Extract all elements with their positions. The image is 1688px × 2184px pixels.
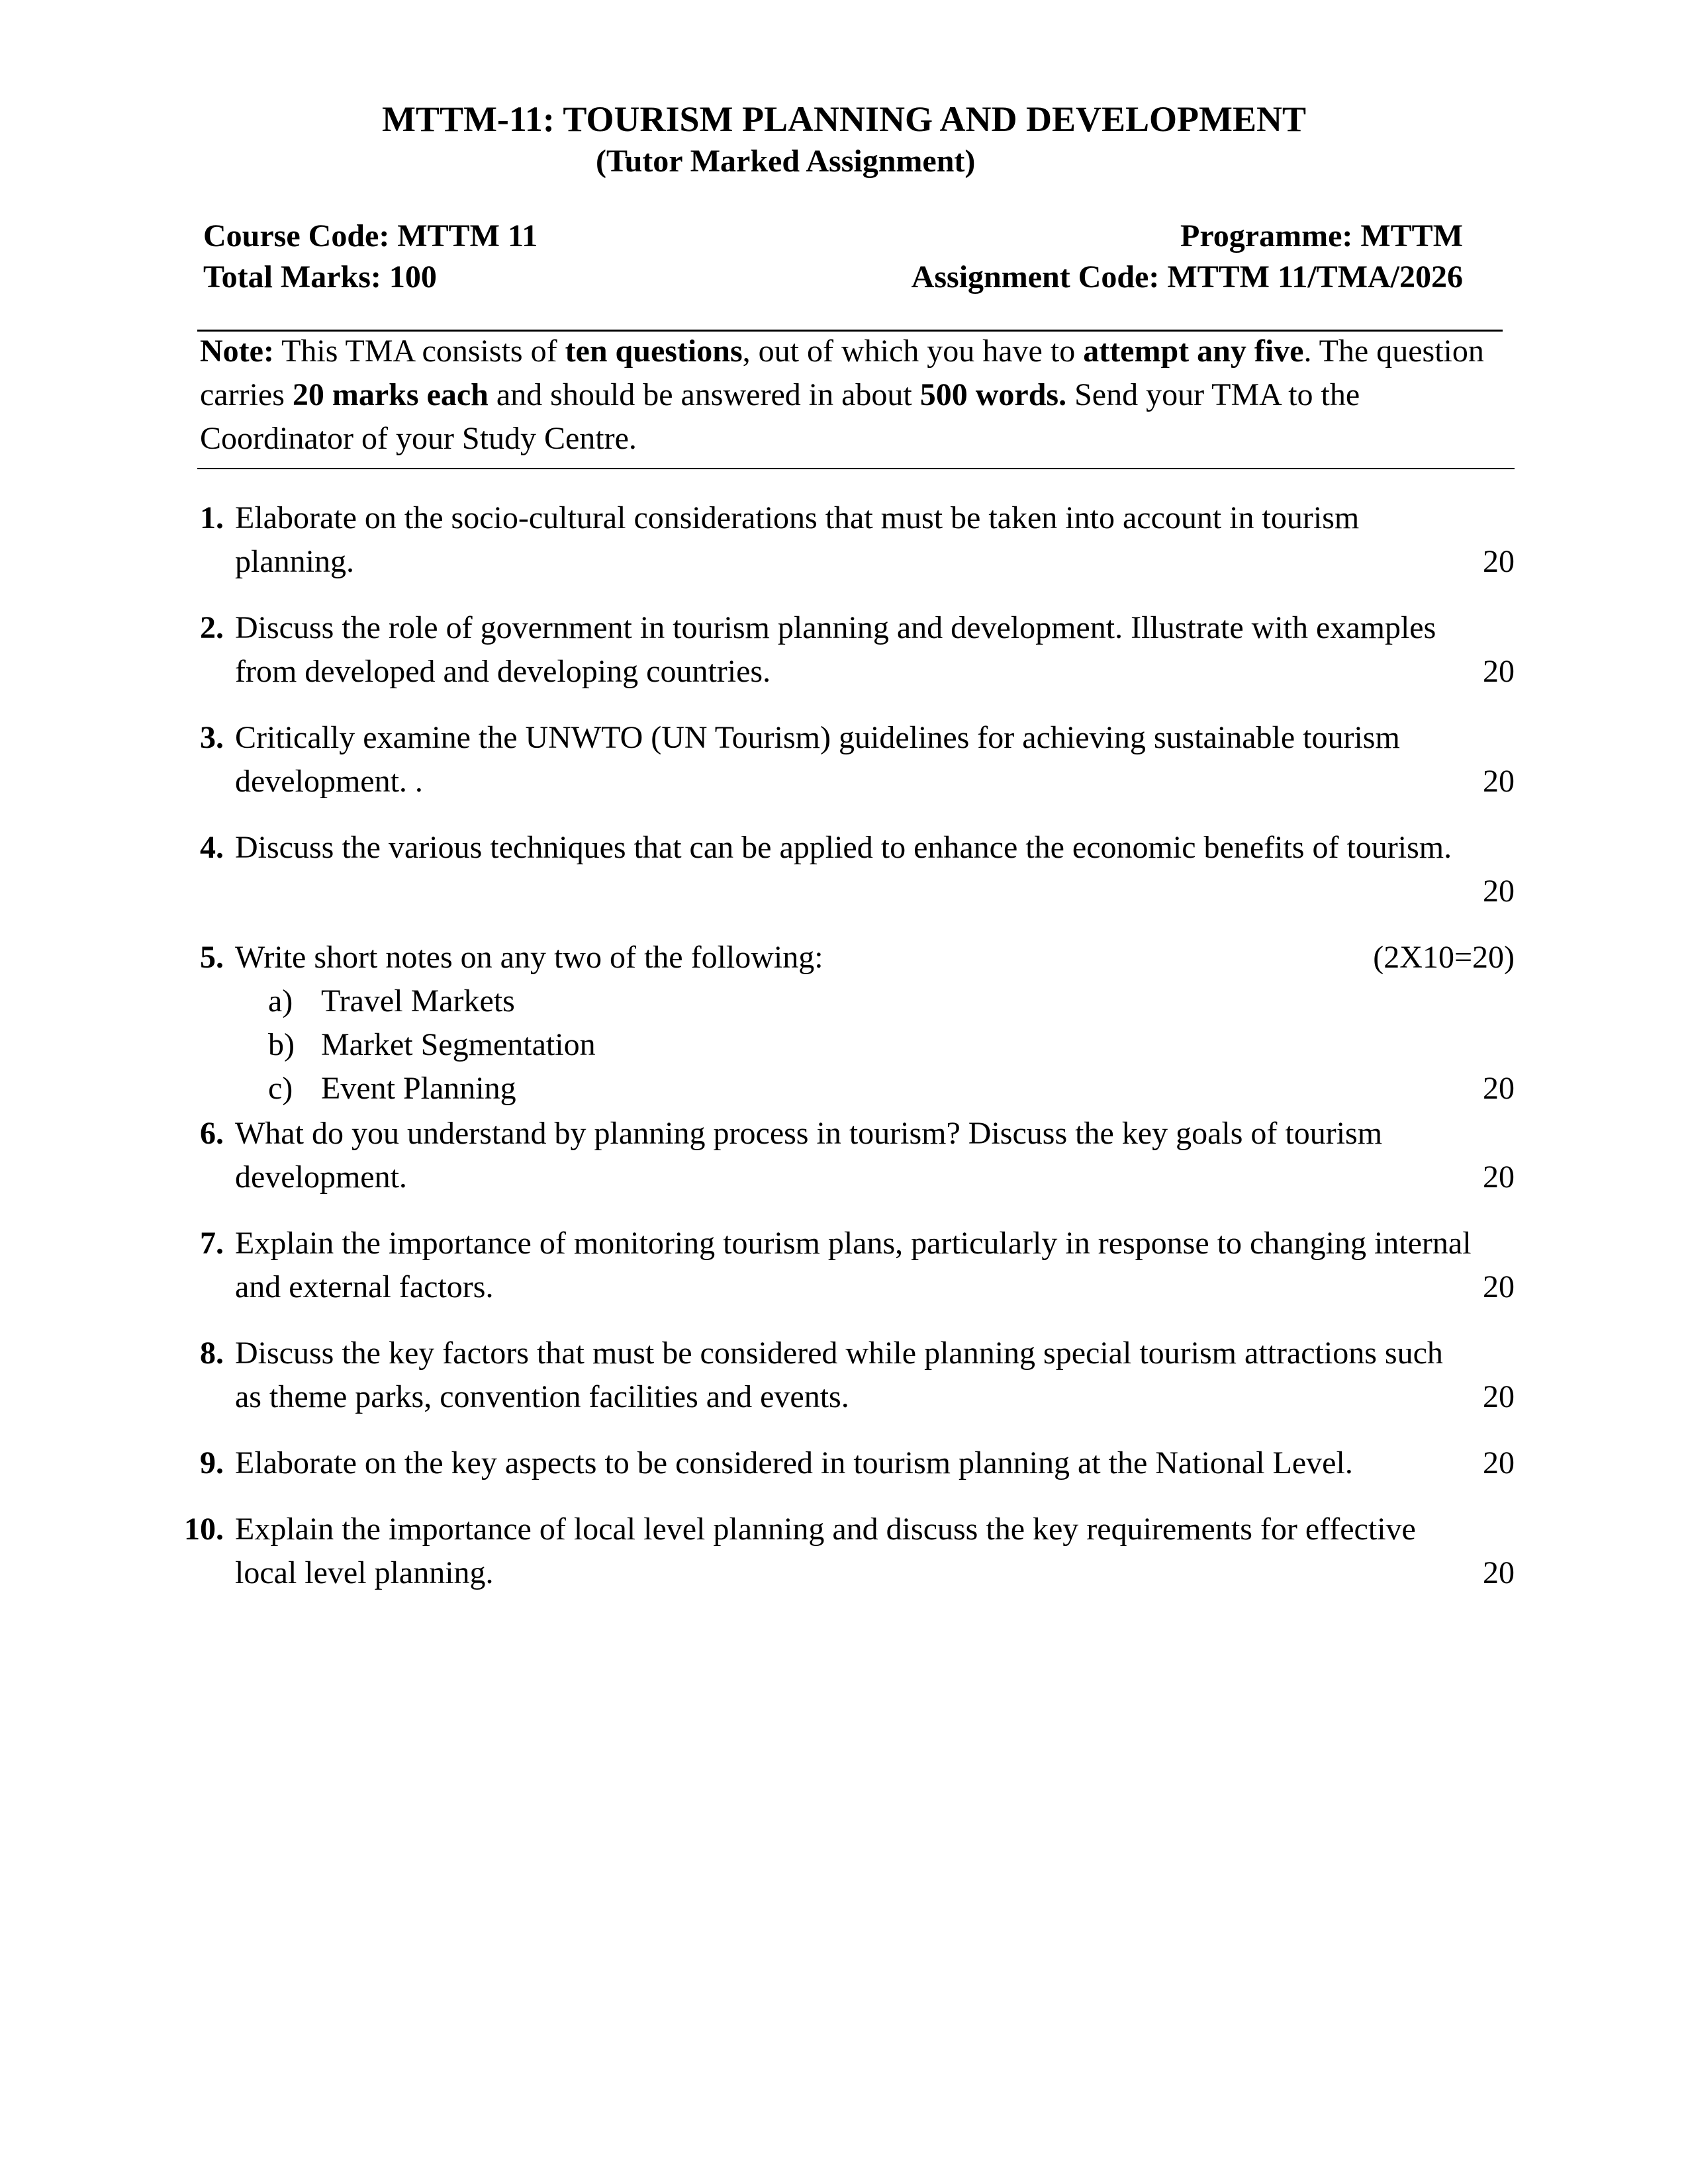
question-number: 8. — [200, 1336, 224, 1371]
note-text-5: Send your TMA to the Coordinator of your Study Centre. — [200, 377, 1360, 456]
subitem-text: Market Segmentation — [321, 1027, 596, 1062]
question-text-line-1: Critically examine the UNWTO (UN Tourism) guidelines for achieving sustainable tourism — [235, 720, 1400, 755]
question-marks: 20 — [1483, 654, 1515, 689]
question-text-line-1: Elaborate on the socio-cultural considerations that must be taken into account in tourism — [235, 500, 1360, 535]
subitem-label: b) — [268, 1027, 295, 1062]
question-text-line-1: Write short notes on any two of the following: — [235, 940, 823, 975]
programme: Programme: MTTM — [1180, 218, 1463, 253]
question-marks: 20 — [1483, 1160, 1515, 1195]
question-marks: 20 — [1483, 1071, 1515, 1106]
total-marks: Total Marks: 100 — [203, 259, 437, 295]
question-text-line-1: Discuss the role of government in tourism planning and development. Illustrate with examples — [235, 610, 1436, 645]
question-number: 9. — [200, 1445, 224, 1480]
note-paragraph — [200, 330, 1517, 461]
note-text-1: This TMA consists of — [273, 334, 565, 369]
subitem-label: c) — [268, 1071, 293, 1106]
assignment-code: Assignment Code: MTTM 11/TMA/2026 — [911, 259, 1463, 295]
question-text-line-1: Explain the importance of local level planning and discuss the key requirements for effective — [235, 1512, 1416, 1547]
note-text-4: and should be answered in about — [488, 377, 920, 412]
question-marks: 20 — [1483, 874, 1515, 909]
question-number: 4. — [200, 830, 224, 865]
note-bold-2: attempt any five — [1083, 334, 1304, 369]
question-number: 7. — [200, 1226, 224, 1261]
question-text-line-2: development. . — [235, 764, 423, 799]
question-marks: 20 — [1483, 1379, 1515, 1414]
question-text-line-2: planning. — [235, 544, 354, 579]
note-bold-4: 500 words. — [919, 377, 1067, 412]
question-marks-breakdown: (2X10=20) — [1373, 940, 1515, 975]
subitem-text: Event Planning — [321, 1071, 516, 1106]
subitem-label: a) — [268, 983, 293, 1019]
question-text-line-1: Discuss the various techniques that can be applied to enhance the economic benefits of tourism. — [235, 830, 1452, 865]
question-text-line-1: Discuss the key factors that must be considered while planning special tourism attractions such — [235, 1336, 1443, 1371]
question-text-line-2: from developed and developing countries. — [235, 654, 771, 689]
course-code: Course Code: MTTM 11 — [203, 218, 538, 253]
subitem-b — [268, 1023, 731, 1067]
question-number: 10. — [184, 1512, 224, 1547]
question-number: 2. — [200, 610, 224, 645]
document-subtitle: (Tutor Marked Assignment) — [596, 144, 976, 179]
question-text-line-2: and external factors. — [235, 1269, 494, 1304]
question-text-line-2: local level planning. — [235, 1555, 494, 1590]
question-number: 3. — [200, 720, 224, 755]
note-bold-3: 20 marks each — [292, 377, 489, 412]
question-text-line-1: Elaborate on the key aspects to be considered in tourism planning at the National Level. — [235, 1445, 1353, 1480]
question-number: 1. — [200, 500, 224, 535]
question-marks: 20 — [1483, 1555, 1515, 1590]
question-marks: 20 — [1483, 1269, 1515, 1304]
question-marks: 20 — [1483, 1445, 1515, 1480]
note-text-2: , out of which you have to — [742, 334, 1084, 369]
note-bold-1: ten questions — [565, 334, 743, 369]
question-text-line-1: Explain the importance of monitoring tourism plans, particularly in response to changing internal — [235, 1226, 1472, 1261]
note-label: Note: — [200, 334, 274, 369]
question-text-line-1: What do you understand by planning process in tourism? Discuss the key goals of tourism — [235, 1116, 1383, 1151]
subitem-a — [268, 979, 731, 1023]
divider-bottom — [197, 468, 1515, 469]
question-marks: 20 — [1483, 544, 1515, 579]
question-number: 5. — [200, 940, 224, 975]
question-number: 6. — [200, 1116, 224, 1151]
question-text-line-2: as theme parks, convention facilities and events. — [235, 1379, 849, 1414]
document-title: MTTM-11: TOURISM PLANNING AND DEVELOPMENT — [381, 99, 1307, 139]
question-text-line-2: development. — [235, 1160, 407, 1195]
note-text-3: . The question carries — [200, 334, 1484, 412]
question-5-marks-row — [0, 1067, 1688, 1111]
subitem-text: Travel Markets — [321, 983, 515, 1019]
question-marks: 20 — [1483, 764, 1515, 799]
